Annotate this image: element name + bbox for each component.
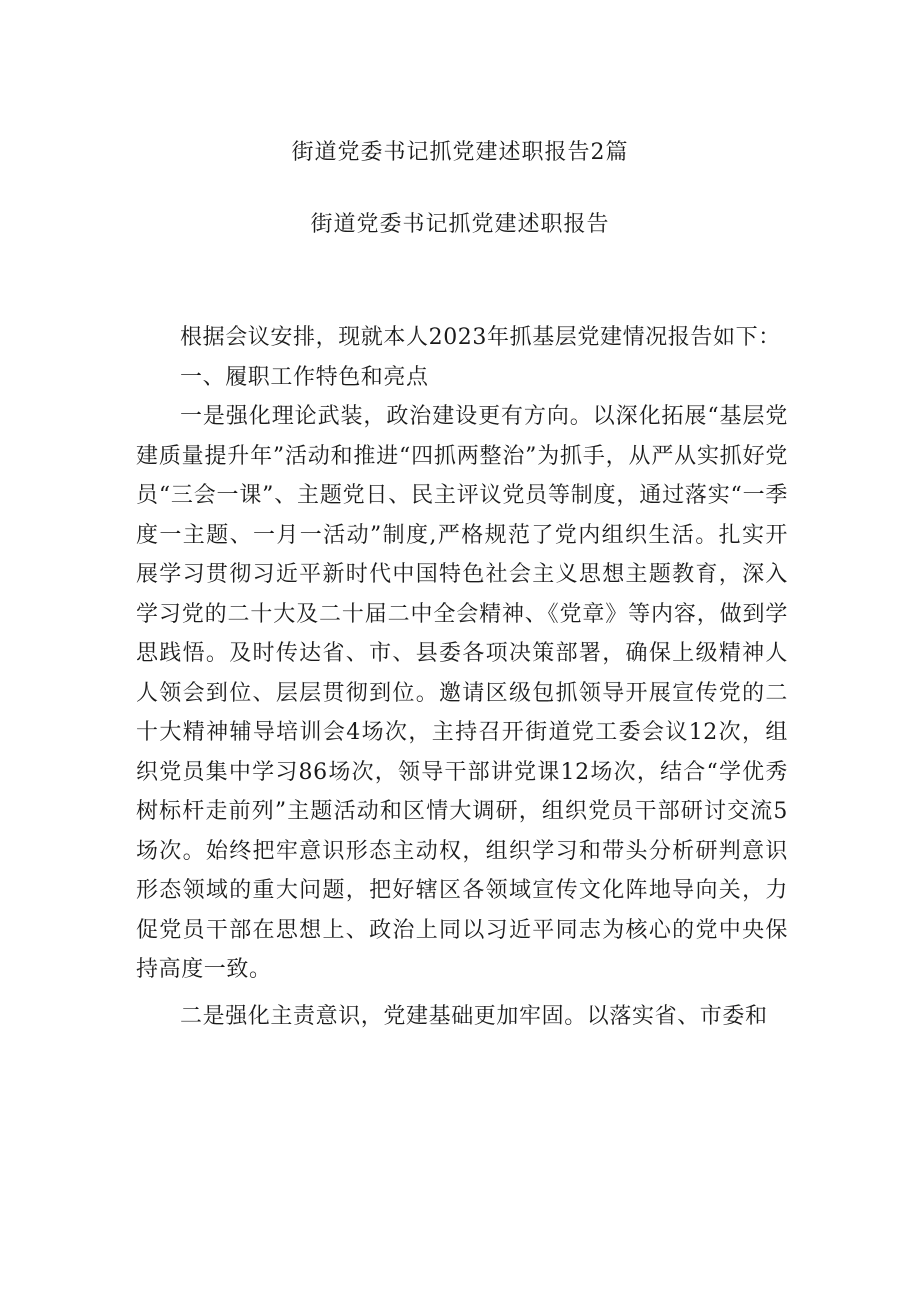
paragraph-intro: 根据会议安排，现就本人2023年抓基层党建情况报告如下： [180,325,781,350]
document-title: 街道党委书记抓党建述职报告2篇 [291,140,629,165]
paragraph-first-point: 一是强化理论武装，政治建设更有方向。以深化拓展“基层党建质量提升年”活动和推进“四抓两整治”为抓手，从严从实抓好党员“三会一课”、主题党日、民主评议党员等制度，通过落实“一季度一主题、一月一活动”制度,严格规范了党内组织生活。扎实开展学习贯彻习近平新时代中国特色社会主义思想主题教育，深入学习党的二十大及二十届二中全会精神、《党章》等内容，做到学思践悟。及时传达省、市、县委各项决策部署，确保上级精神人人领会到位、层层贯彻到位。邀请区级包抓领导开展宣传党的二十大精神辅导培训会4场次，主持召开街道党工委会议12次，组织党员集中学习86场次，领导干部讲党课12场次，结合“学优秀树标杆走前列”主题活动和区情大调研，组织党员干部研讨交流5场次。始终把牢意识形态主动权，组织学习和带头分析研判意识形态领域的重大问题，把好辖区各领域宣传文化阵地导向关，力促党员干部在思想上、政治上同以习近平同志为核心的党中央保持高度一致。 [136,404,788,982]
document-subtitle: 街道党委书记抓党建述职报告 [310,212,610,237]
section-heading: 一、履职工作特色和亮点 [180,364,429,390]
document-body [136,318,788,1036]
paragraph-second-point: 二是强化主责意识，党建基础更加牢固。以落实省、市委和 [180,1003,768,1029]
